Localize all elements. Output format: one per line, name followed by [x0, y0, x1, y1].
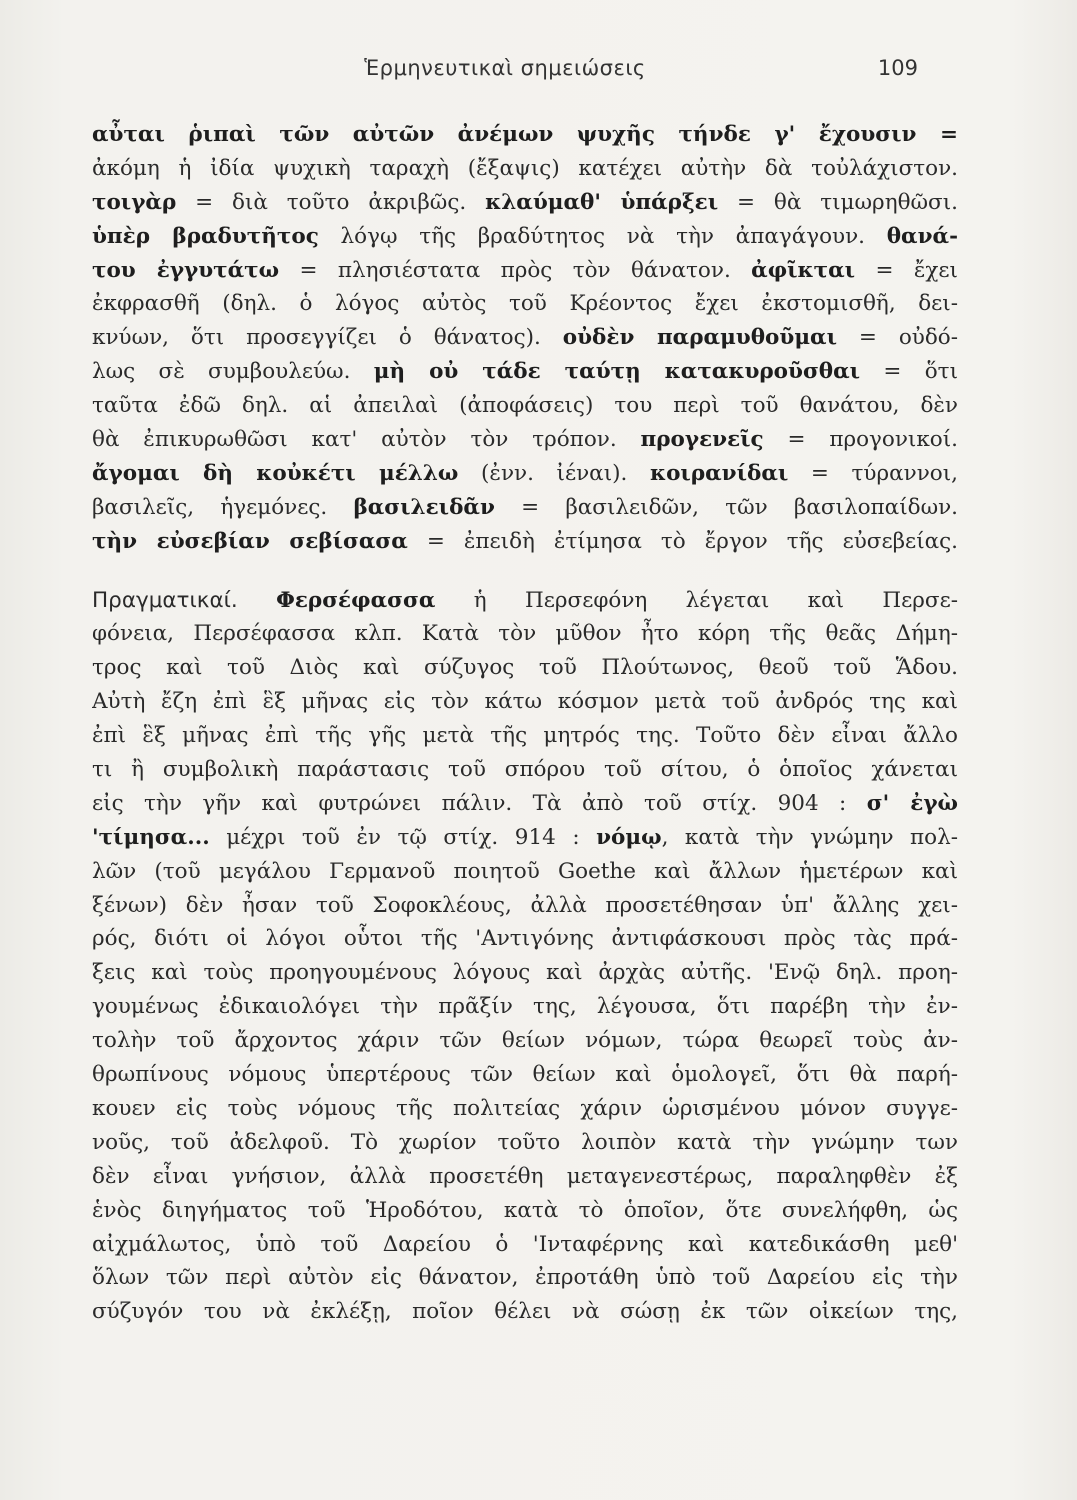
section-gap	[92, 559, 958, 584]
text-line: βασιλεῖς, ἡγεμόνες. βασιλειδᾶν = βασιλειδῶν, τῶν βασιλοπαίδων.	[92, 494, 958, 520]
text-line: θρωπίνους νόμους ὑπερτέρους τῶν θείων καὶ ὁμολογεῖ, ὅτι θὰ παρή-	[92, 1062, 958, 1088]
text-line: δὲν εἶναι γνήσιον, ἀλλὰ προσετέθη μεταγενεστέρως, παραληφθὲν ἐξ	[92, 1163, 958, 1189]
text-line: ξεις καὶ τοὺς προηγουμένους λόγους καὶ ἀρχὰς αὐτῆς. 'Ενῷ δηλ. προη-	[92, 960, 958, 986]
text-line: ξένων) δὲν ἦσαν τοῦ Σοφοκλέους, ἀλλὰ προσετέθησαν ὑπ' ἄλλης χει-	[92, 892, 958, 918]
text-line: γουμένως ἐδικαιολόγει τὴν πρᾶξίν της, λέγουσα, ὅτι παρέβη τὴν ἐν-	[92, 994, 958, 1020]
text-line: τρος καὶ τοῦ Διὸς καὶ σύζυγος τοῦ Πλούτωνος, θεοῦ τοῦ Ἅδου.	[92, 655, 958, 681]
text-line: λῶν (τοῦ μεγάλου Γερμανοῦ ποιητοῦ Goethe καὶ ἄλλων ἡμετέρων καὶ	[92, 858, 958, 884]
text-line: Αὐτὴ ἔζη ἐπὶ ἓξ μῆνας εἰς τὸν κάτω κόσμον μετὰ τοῦ ἀνδρός της καὶ	[92, 689, 958, 715]
facts-section	[92, 584, 958, 1330]
text-line: ἐκφρασθῆ (δηλ. ὁ λόγος αὐτὸς τοῦ Κρέοντος ἔχει ἐκστομισθῆ, δει-	[92, 291, 958, 317]
text-line: ἀκόμη ἡ ἰδία ψυχικὴ ταραχὴ (ἔξαψις) κατέχει αὐτὴν δὰ τοὐλάχιστον.	[92, 155, 958, 181]
text-line: του ἐγγυτάτω = πλησιέστατα πρὸς τὸν θάνατον. ἀφῖκται = ἔχει	[92, 257, 958, 283]
text-line: Πραγματικαί. Φερσέφασσα ἡ Περσεφόνη λέγεται καὶ Περσε-	[92, 587, 958, 613]
page-number: 109	[877, 56, 918, 80]
text-line: ταῦτα ἐδῶ δηλ. αἱ ἀπειλαὶ (ἀποφάσεις) του περὶ τοῦ θανάτου, δὲν	[92, 393, 958, 419]
text-line: ἄγομαι δὴ κοὐκέτι μέλλω (ἐνν. ἰέναι). κοιρανίδαι = τύραννοι,	[92, 460, 958, 486]
text-line: ἐπὶ ἓξ μῆνας ἐπὶ τῆς γῆς μετὰ τῆς μητρός της. Τοῦτο δὲν εἶναι ἄλλο	[92, 723, 958, 749]
body-text	[92, 118, 958, 1329]
text-line: φόνεια, Περσέφασσα κλπ. Κατὰ τὸν μῦθον ἦτο κόρη τῆς θεᾶς Δήμη-	[92, 621, 958, 647]
text-line: τὴν εὐσεβίαν σεβίσασα = ἐπειδὴ ἐτίμησα τὸ ἔργον τῆς εὐσεβείας.	[92, 528, 958, 554]
text-line: τολὴν τοῦ ἄρχοντος χάριν τῶν θείων νόμων, τώρα θεωρεῖ τοὺς ἀν-	[92, 1028, 958, 1054]
text-line: ὑπὲρ βραδυτῆτος λόγῳ τῆς βραδύτητος νὰ τὴν ἀπαγάγουν. θανά-	[92, 223, 958, 249]
notes-section	[92, 118, 958, 559]
text-line: αἰχμάλωτος, ὑπὸ τοῦ Δαρείου ὁ 'Ινταφέρνης καὶ κατεδικάσθη μεθ'	[92, 1231, 958, 1257]
text-line: ρός, διότι οἱ λόγοι οὗτοι τῆς 'Αντιγόνης ἀντιφάσκουσι πρὸς τὰς πρά-	[92, 926, 958, 952]
text-line: τι ἢ συμβολικὴ παράστασις τοῦ σπόρου τοῦ σίτου, ὁ ὁποῖος χάνεται	[92, 757, 958, 783]
text-line: ὅλων τῶν περὶ αὐτὸν εἰς θάνατον, ἐπροτάθη ὑπὸ τοῦ Δαρείου εἰς τὴν	[92, 1265, 958, 1291]
text-line: νοῦς, τοῦ ἀδελφοῦ. Τὸ χωρίον τοῦτο λοιπὸν κατὰ τὴν γνώμην των	[92, 1129, 958, 1155]
text-line: 'τίμησα... μέχρι τοῦ ἐν τῷ στίχ. 914 : νόμῳ, κατὰ τὴν γνώμην πολ-	[92, 824, 958, 850]
text-line: κουεν εἰς τοὺς νόμους τῆς πολιτείας χάριν ὡρισμένου μόνον συγγε-	[92, 1095, 958, 1121]
text-line: λως σὲ συμβουλεύω. μὴ οὐ τάδε ταύτῃ κατακυροῦσθαι = ὅτι	[92, 359, 958, 385]
text-line: αὖται ῥιπαὶ τῶν αὐτῶν ἀνέμων ψυχῆς τήνδε γ' ἔχουσιν =	[92, 122, 958, 147]
section-heading: Πραγματικαί.	[92, 587, 277, 613]
text-line: εἰς τὴν γῆν καὶ φυτρώνει πάλιν. Τὰ ἀπὸ τοῦ στίχ. 904 : σ' ἐγὼ	[92, 790, 958, 816]
running-head-title: Ἑρμηνευτικαὶ σημειώσεις	[364, 56, 646, 80]
text-line: κνύων, ὅτι προσεγγίζει ὁ θάνατος). οὐδὲν παραμυθοῦμαι = οὐδό-	[92, 325, 958, 351]
running-head	[92, 56, 918, 90]
text-line: ἑνὸς διηγήματος τοῦ Ἡροδότου, κατὰ τὸ ὁποῖον, ὅτε συνελήφθη, ὡς	[92, 1197, 958, 1223]
text-line: σύζυγόν του νὰ ἐκλέξῃ, ποῖον θέλει νὰ σώσῃ ἐκ τῶν οἰκείων της,	[92, 1299, 958, 1325]
text-line: θὰ ἐπικυρωθῶσι κατ' αὐτὸν τὸν τρόπον. προγενεῖς = προγονικοί.	[92, 427, 958, 453]
text-line: τοιγὰρ = διὰ τοῦτο ἀκριβῶς. κλαύμαθ' ὑπάρξει = θὰ τιμωρηθῶσι.	[92, 189, 958, 215]
